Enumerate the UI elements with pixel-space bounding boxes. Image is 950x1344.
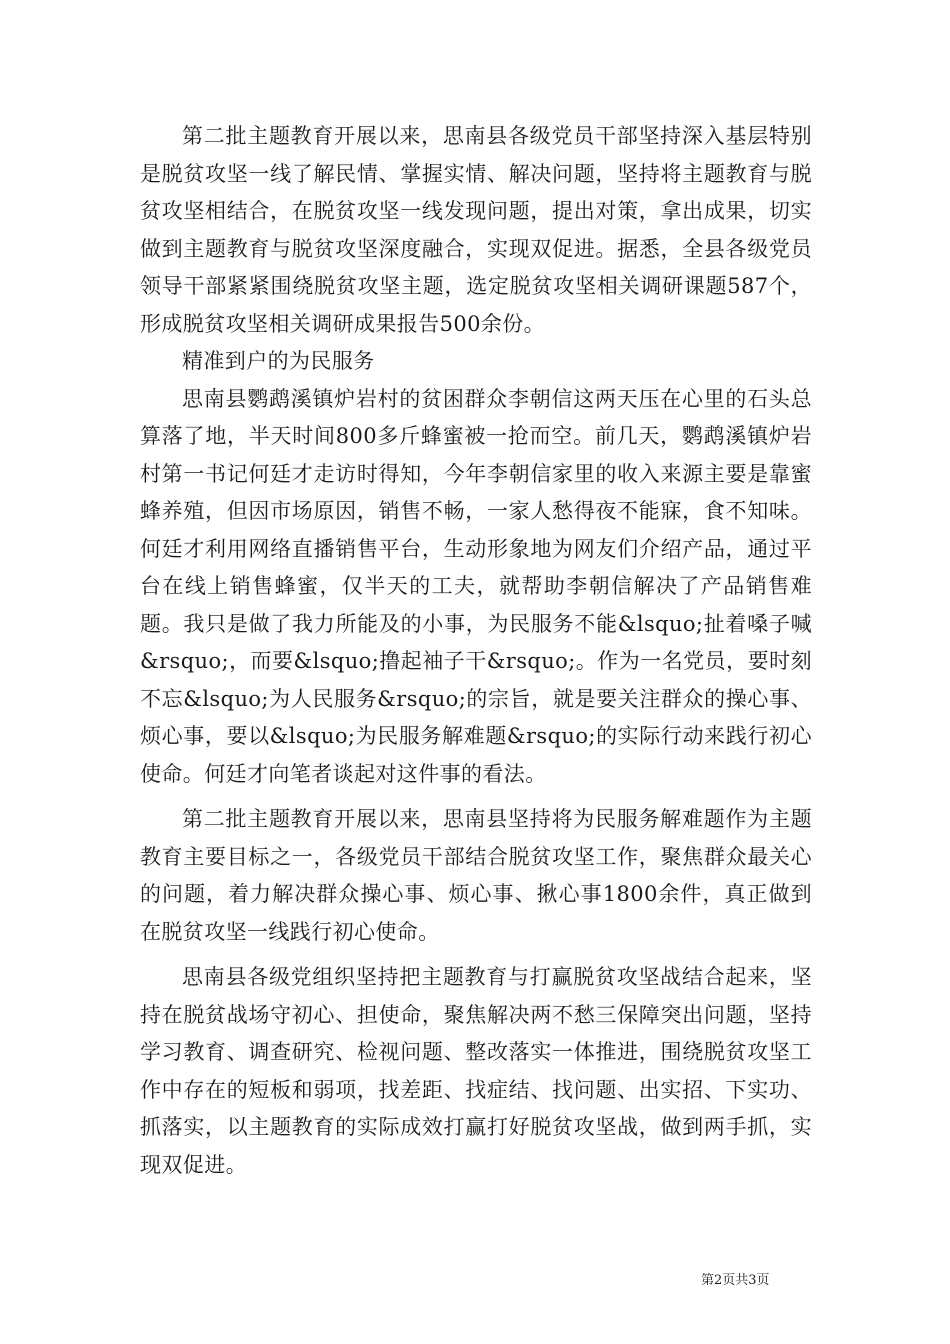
document-body [140, 118, 812, 1184]
paragraph-3: 第二批主题教育开展以来，思南县坚持将为民服务解难题作为主题教育主要目标之一，各级党员干部结合脱贫攻坚工作，聚焦群众最关心的问题，着力解决群众操心事、烦心事、揪心事1800余件，真正做到在脱贫攻坚一线践行初心使命。 [140, 807, 812, 944]
paragraph-1: 第二批主题教育开展以来，思南县各级党员干部坚持深入基层特别是脱贫攻坚一线了解民情、掌握实情、解决问题，坚持将主题教育与脱贫攻坚相结合，在脱贫攻坚一线发现问题，提出对策，拿出成果，切实做到主题教育与脱贫攻坚深度融合，实现双促进。据悉，全县各级党员领导干部紧紧围绕脱贫攻坚主题，选定脱贫攻坚相关调研课题587个，形成脱贫攻坚相关调研成果报告500余份。 [140, 124, 812, 336]
paragraph-2: 思南县鹦鹉溪镇炉岩村的贫困群众李朝信这两天压在心里的石头总算落了地，半天时间800多斤蜂蜜被一抢而空。前几天，鹦鹉溪镇炉岩村第一书记何廷才走访时得知，今年李朝信家里的收入来源主要是靠蜜蜂养殖，但因市场原因，销售不畅，一家人愁得夜不能寐，食不知味。何廷才利用网络直播销售平台，生动形象地为网友们介绍产品，通过平台在线上销售蜂蜜，仅半天的工夫，就帮助李朝信解决了产品销售难题。我只是做了我力所能及的小事，为民服务不能&lsquo;扯着嗓子喊&rsquo;，而要&lsquo;撸起袖子干&rsquo;。作为一名党员，要时刻不忘&lsquo;为人民服务&rsquo;的宗旨，就是要关注群众的操心事、烦心事，要以&lsquo;为民服务解难题&rsquo;的实际行动来践行初心使命。何廷才向笔者谈起对这件事的看法。 [140, 386, 812, 786]
page-number: 第2页共3页 [701, 1273, 770, 1288]
section-heading: 精准到户的为民服务 [182, 349, 375, 373]
paragraph-4: 思南县各级党组织坚持把主题教育与打赢脱贫攻坚战结合起来，坚持在脱贫战场守初心、担使命，聚焦解决两不愁三保障突出问题，坚持学习教育、调查研究、检视问题、整改落实一体推进，围绕脱贫攻坚工作中存在的短板和弱项，找差距、找症结、找问题、出实招、下实功、抓落实，以主题教育的实际成效打赢打好脱贫攻坚战，做到两手抓，实现双促进。 [140, 965, 812, 1177]
